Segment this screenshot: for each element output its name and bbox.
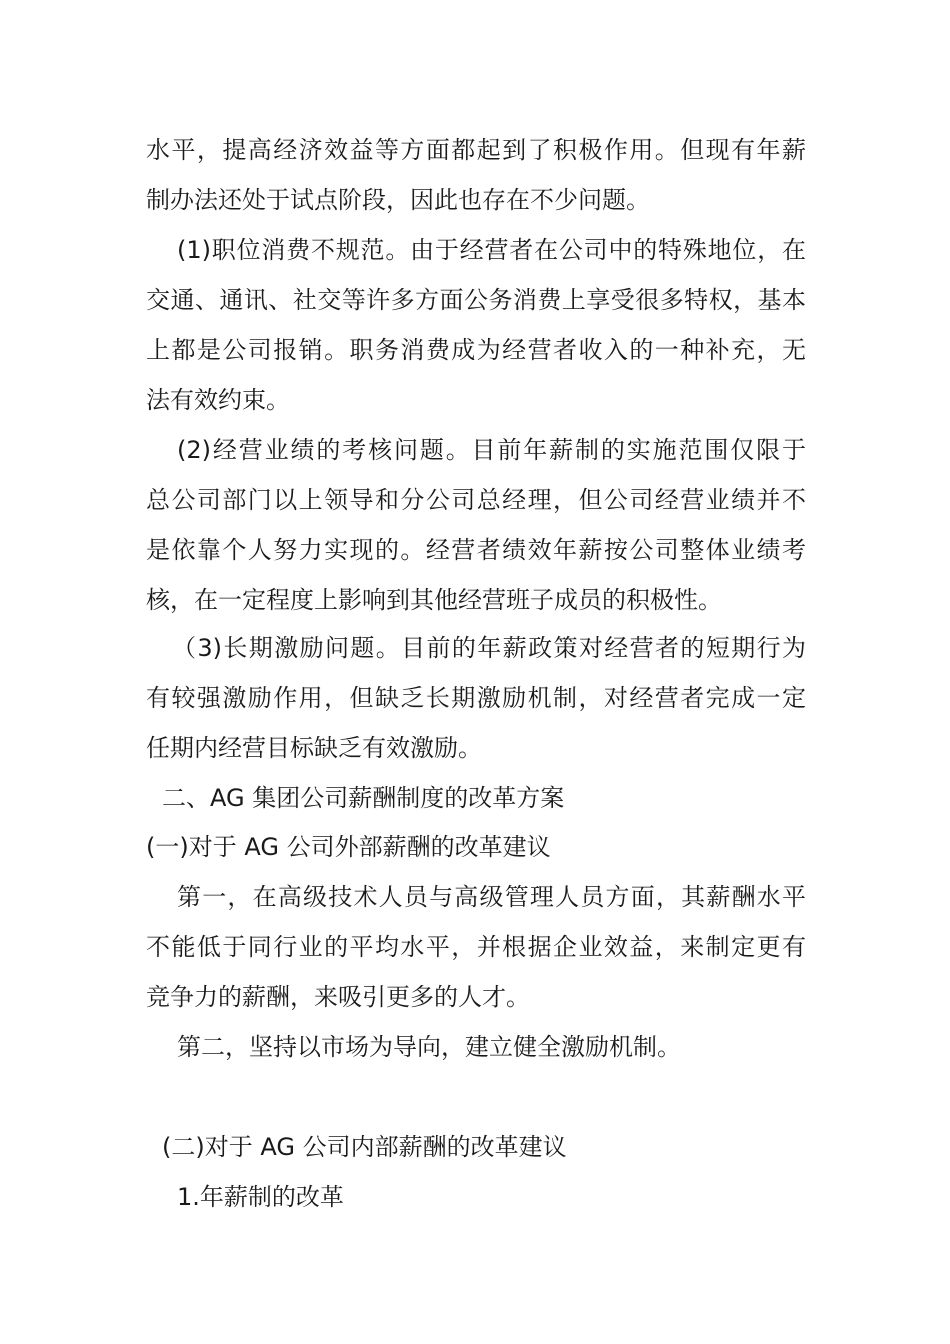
body-line-8: 总公司部门以上领导和分公司总经理，但公司经营业绩并不 (146, 486, 806, 514)
body-line-4: 交通、通讯、社交等许多方面公务消费上享受很多特权，基本 (146, 286, 806, 314)
paragraph-first-start: 第一，在高级技术人员与高级管理人员方面，其薪酬水平 (177, 883, 806, 911)
body-line-18: 竞争力的薪酬，来吸引更多的人才。 (146, 983, 530, 1011)
section-heading-2: 二、AG 集团公司薪酬制度的改革方案 (162, 784, 565, 812)
body-line-10: 核，在一定程度上影响到其他经营班子成员的积极性。 (146, 586, 722, 614)
subsection-heading-1: (一)对于 AG 公司外部薪酬的改革建议 (146, 833, 551, 861)
numbered-heading-1: 1.年薪制的改革 (177, 1183, 344, 1211)
body-line-17: 不能低于同行业的平均水平，并根据企业效益，来制定更有 (146, 933, 806, 961)
paragraph-second: 第二，坚持以市场为导向，建立健全激励机制。 (177, 1033, 681, 1061)
body-line-1: 水平，提高经济效益等方面都起到了积极作用。但现有年薪 (146, 136, 806, 164)
body-line-5: 上都是公司报销。职务消费成为经营者收入的一种补充，无 (146, 336, 806, 364)
body-line-13: 任期内经营目标缺乏有效激励。 (146, 734, 482, 762)
body-line-2: 制办法还处于试点阶段，因此也存在不少问题。 (146, 186, 650, 214)
body-line-9: 是依靠个人努力实现的。经营者绩效年薪按公司整体业绩考 (146, 536, 806, 564)
paragraph-2-item-start: (2)经营业绩的考核问题。目前年薪制的实施范围仅限于 (177, 436, 806, 464)
paragraph-3-item-start: （3)长期激励问题。目前的年薪政策对经营者的短期行为 (172, 634, 806, 662)
body-line-12: 有较强激励作用，但缺乏长期激励机制，对经营者完成一定 (146, 684, 806, 712)
subsection-heading-2: (二)对于 AG 公司内部薪酬的改革建议 (162, 1133, 567, 1161)
body-line-6: 法有效约束。 (146, 386, 290, 414)
paragraph-1-item-start: (1)职位消费不规范。由于经营者在公司中的特殊地位，在 (177, 236, 806, 264)
